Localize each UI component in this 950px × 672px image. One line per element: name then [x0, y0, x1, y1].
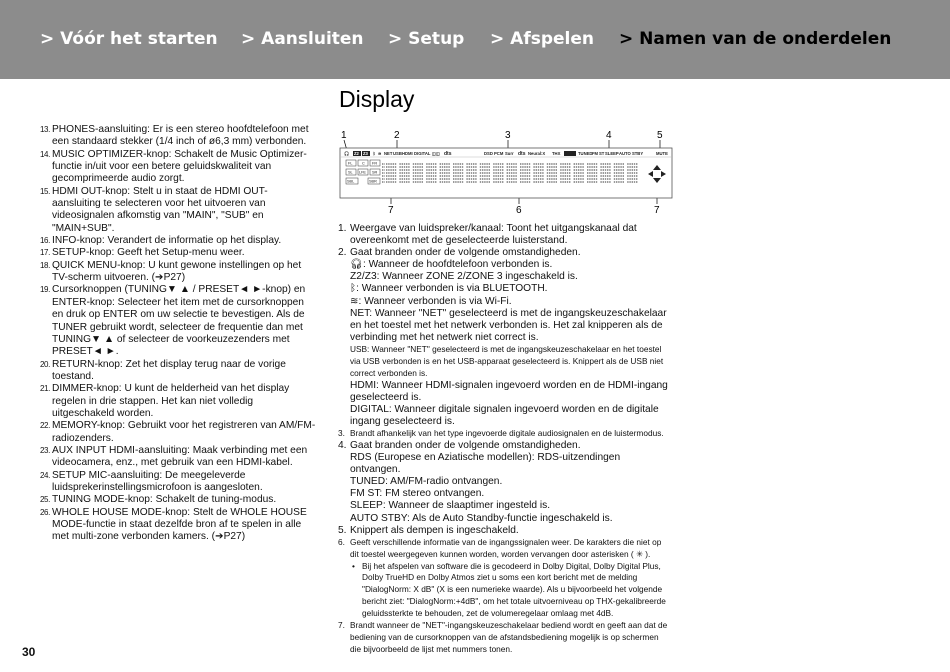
list-item [40, 260, 316, 285]
sub-line: SLEEP: Wanneer de slaaptimer ingesteld is. [350, 500, 551, 512]
sub-line: NET: Wanneer "NET" geselecteerd is met de ingangskeuzeschakelaar en het toestel met het netwerk verbonden is. Het zal knipperen als de verbinding met het netwerk niet correct is. [350, 307, 667, 343]
list-item [40, 383, 316, 420]
callout-7-right: 7 [654, 205, 660, 216]
callout-3: 3 [505, 130, 511, 141]
wifi-icon: ≋ [378, 151, 382, 156]
item-text: MEMORY-knop: Gebruikt voor het registreren van AM/FM-radiozenders. [52, 420, 316, 444]
item-number: 24. [40, 470, 50, 480]
nav-link-voor-het-starten[interactable]: > Vóór het starten [40, 29, 218, 49]
item-number: 16. [40, 236, 50, 246]
nav-link-afspelen[interactable]: > Afspelen [490, 29, 594, 49]
list-item [40, 149, 316, 186]
list-item [40, 247, 316, 259]
bullet-note: • Bij het afspelen van software die is gecodeerd in Dolby Digital, Dolby Digital Plus, Dolby TrueHD en Dolby Atmos ziet u soms een kort bericht met de melding "DialogNorm: X dB" (X is een numerieke waarde). Als u bijvoorbeeld het volgende bericht ziet: "DialogNorm:+4dB", om het totale uitvoerniveau op THX-gekalibreerde geluidssterkte te behouden, zet de volumeregelaar omlaag met 4dB. [352, 560, 666, 619]
callout-4: 4 [606, 130, 612, 141]
indicator-tuned: TUNED [578, 151, 593, 156]
item-text: SETUP MIC-aansluiting: De meegeleverde luidsprekerinstellingsmicrofoon is aangesloten. [52, 469, 263, 493]
indicator-usb: USB [393, 151, 402, 156]
indicator-fm: FM [592, 151, 599, 156]
list-item [40, 470, 316, 495]
nav-link-aansluiten[interactable]: > Aansluiten [241, 29, 364, 49]
list-item [338, 537, 671, 561]
list-item [338, 440, 671, 452]
channel-sl: SL [348, 170, 353, 175]
indicator-net: NET [384, 151, 393, 156]
page-number: 30 [22, 645, 36, 659]
list-item [40, 235, 316, 247]
list-item [40, 186, 316, 235]
item-number: 19. [40, 285, 50, 295]
list-item [338, 247, 671, 259]
callout-6: 6 [516, 205, 522, 216]
indicator-dsd: DSD [484, 151, 493, 156]
channel-fr: FR [372, 161, 378, 166]
sub-line: Z2/Z3: Wanneer ZONE 2/ZONE 3 ingeschakeld is. [350, 271, 578, 283]
item-text: TUNING MODE-knop: Schakelt de tuning-modus. [52, 494, 277, 506]
item-number: 14. [40, 149, 50, 159]
item-number: 25. [40, 495, 50, 505]
sub-line: AUTO STBY: Als de Auto Standby-functie ingeschakeld is. [350, 512, 613, 524]
channel-sr: SR [372, 170, 378, 175]
item-text: RETURN-knop: Zet het display terug naar de vorige toestand. [52, 358, 286, 382]
item-number: 22. [40, 421, 50, 431]
item-text: HDMI OUT-knop: Stelt u in staat de HDMI OUT-aansluiting te selecteren voor het uitvoeren van videosignalen afkomstig van "MAIN", "SUB" en "MAIN+SUB". [52, 185, 268, 234]
item-text: QUICK MENU-knop: U kunt gewone instellingen op het TV-scherm uitvoeren. (➔P27) [52, 259, 302, 284]
channel-c: C [362, 161, 365, 166]
item-number: 21. [40, 384, 50, 394]
channel-sbr: SBR [369, 179, 377, 184]
item-text: Geeft verschillende informatie van de ingangssignalen weer. De karakters die niet op dit toestel weergegeven kunnen worden, worden vervangen door asterisken ( ✳ ). [350, 536, 662, 559]
callout-7-left: 7 [388, 205, 394, 216]
list-item [40, 284, 316, 358]
item-number: 5. [338, 524, 347, 536]
item-text: PHONES-aansluiting: Er is een stereo hoofdtelefoon met een standaard stekker (1/4 inch of ø6,3 mm) verbonden. [52, 124, 309, 148]
item-text: Weergave van luidspreker/kanaal: Toont het uitgangskanaal dat overeenkomt met de geselecteerde luisterstand. [350, 223, 637, 247]
list-item [338, 525, 671, 537]
item-text: Brandt wanneer de "NET"-ingangskeuzeschakelaar bediend wordt en geeft aan dat de bediening van de cursorknoppen van de afstandsbediening mogelijk is op schermen die bijvoorbeeld de lijst met nummers tonen. [350, 620, 668, 654]
channel-sbl: SBL [347, 179, 355, 184]
indicator-sleep: SLEEP [605, 151, 619, 156]
sub-line: HDMI: Wanneer HDMI-signalen ingevoerd worden en de HDMI-ingang geselecteerd is. [350, 379, 668, 403]
sub-line: ≋: Wanneer verbonden is via Wi-Fi. [350, 295, 512, 307]
indicator-thx: THX [552, 151, 561, 156]
item-text: AUX INPUT HDMI-aansluiting: Maak verbinding met een videocamera, enz., met gebruik van een HDMI-kabel. [52, 444, 308, 469]
list-item [40, 507, 316, 544]
headphone-icon: 🎧︎ [350, 259, 363, 271]
item-text: MUSIC OPTIMIZER-knop: Schakelt de Music Optimizer-functie in/uit voor een betere geluidskwaliteit van gecomprimeerde audio zorgt. [52, 148, 307, 185]
dts-logo-2-icon: dts [518, 151, 526, 157]
list-item [40, 494, 316, 506]
callout-2: 2 [394, 130, 400, 141]
sub-line: ᛒ: Wanneer verbonden is via BLUETOOTH. [350, 283, 548, 295]
item-number: 15. [40, 186, 50, 196]
sub-line: RDS (Europese en Aziatische modellen): RDS-uitzendingen ontvangen. [350, 452, 621, 476]
item-number: 6. [338, 536, 345, 547]
indicator-z3: Z3 [363, 151, 368, 156]
front-display-diagram [336, 126, 676, 218]
bluetooth-icon: ᛒ [373, 151, 376, 156]
sub-line: DIGITAL: Wanneer digitale signalen ingevoerd worden en de digitale ingang geselecteerd is. [350, 403, 659, 427]
channel-lfe: LFE [359, 170, 366, 175]
indicator-hdmi: HDMI [402, 151, 413, 156]
item-number: 7. [338, 620, 345, 631]
sub-line: FM ST: FM stereo ontvangen. [350, 488, 485, 500]
item-number: 26. [40, 507, 50, 517]
item-number: 2. [338, 247, 347, 259]
item-number: 13. [40, 125, 50, 134]
nav-link-namen-van-de-onderdelen[interactable]: > Namen van de onderdelen [619, 29, 892, 49]
wifi-icon: ≋ [350, 295, 359, 307]
channel-fl: FL [348, 161, 353, 166]
dts-logo-icon: dts [444, 151, 452, 157]
item-text: Knippert als dempen is ingeschakeld. [350, 524, 519, 536]
bluetooth-icon: ᛒ [350, 283, 357, 295]
sub-line: TUNED: AM/FM-radio ontvangen. [350, 476, 503, 488]
indicator-digital: DIGITAL [414, 151, 431, 156]
list-item [338, 428, 671, 440]
top-navigation-bar [0, 0, 950, 79]
item-number: 18. [40, 260, 50, 270]
item-number: 1. [338, 223, 347, 234]
item-text: INFO-knop: Verandert de informatie op het display. [52, 235, 282, 247]
callout-1: 1 [341, 130, 347, 141]
callout-5: 5 [657, 130, 663, 141]
item-number: 20. [40, 359, 50, 369]
list-item [338, 620, 671, 656]
indicator-st: ST [599, 151, 605, 156]
dolby-logo-icon: ◫◫ [432, 151, 440, 156]
nav-link-setup[interactable]: > Setup [388, 29, 465, 49]
item-text: Gaat branden onder de volgende omstandigheden. [350, 247, 581, 259]
sub-line: 🎧︎: Wanneer de hoofdtelefoon verbonden is. [350, 259, 553, 271]
list-item [40, 124, 316, 149]
parts-list-left [40, 124, 316, 544]
item-text: Gaat branden onder de volgende omstandigheden. [350, 439, 581, 451]
indicator-surr: Surr [505, 151, 514, 156]
item-text: Cursorknoppen (TUNING▼ ▲ / PRESET◄ ►-knop) en ENTER-knop: Selecteer het item met de cursorknoppen en druk op ENTER om uw selectie te bevestigen. Als de TUNER gebruikt wordt, selecteer de frequentie dan met TUNING▼ ▲ of selecteer de voorkeuzezenders met PRESET◄ ►. [52, 284, 306, 358]
item-number: 17. [40, 248, 50, 258]
list-item [40, 445, 316, 470]
indicator-z2: Z2 [354, 151, 359, 156]
list-item [338, 223, 671, 247]
bullet-icon: • [352, 560, 355, 571]
indicator-mute: MUTE [656, 151, 668, 156]
item-text: WHOLE HOUSE MODE-knop: Stelt de WHOLE HOUSE MODE-functie in staat dezelfde bron af te spelen in alle met multi-zone verbonden kamers. (➔P27) [52, 506, 307, 543]
item-text: SETUP-knop: Geeft het Setup-menu weer. [52, 247, 245, 259]
sub-line: USB: Wanneer "NET" geselecteerd is met de ingangskeuzeschakelaar en het toestel via USB verbonden is en het USB-apparaat geselecteerd is. Knippert als de USB niet correct verbonden is. [350, 343, 664, 378]
rds-badge-icon [564, 151, 576, 156]
item-text: Brandt afhankelijk van het type ingevoerde digitale audiosignalen en de luistermodus. [350, 428, 664, 439]
headphone-icon: 🎧 [344, 151, 350, 156]
item-number: 4. [338, 439, 347, 451]
list-item [40, 420, 316, 445]
indicator-neural-x: Neural:X [528, 151, 546, 156]
page-title: Display [339, 86, 415, 112]
display-legend-list [338, 223, 671, 656]
indicator-pcm: PCM [494, 151, 504, 156]
item-number: 23. [40, 445, 50, 455]
item-number: 3. [338, 428, 345, 439]
item-text: DIMMER-knop: U kunt de helderheid van het display regelen in drie stappen. Het kan niet volledig uitgeschakeld worden. [52, 383, 290, 419]
list-item [40, 359, 316, 384]
indicator-auto-stby: AUTO STBY [619, 151, 644, 156]
